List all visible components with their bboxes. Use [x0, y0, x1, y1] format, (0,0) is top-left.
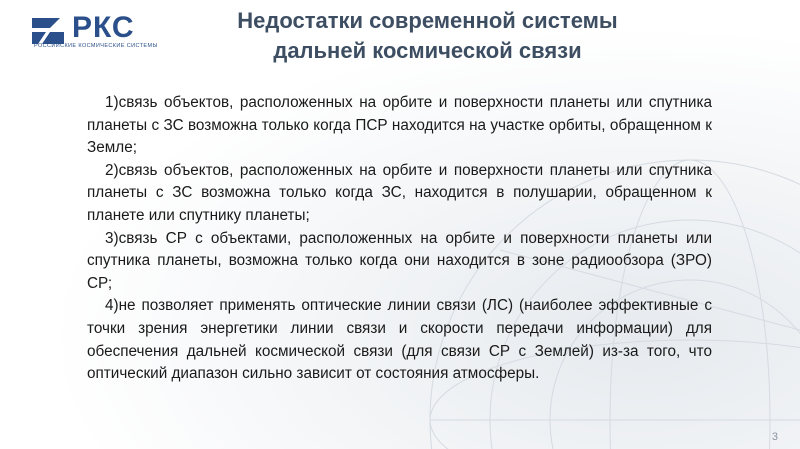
rks-logo — [30, 11, 160, 52]
paragraph-4: 4)не позволяет применять оптические линии связи (ЛС) (наиболее эффективные с точки зрения энергетики линии связи и скорости передачи информации) для обеспечения дальней космической связи (для связи СР с Землей) из-за того, что оптический диапазон сильно зависит от состояния атмосферы. — [87, 297, 712, 383]
paragraph-3: 3)связь СР с объектами, расположенных на орбите и поверхности планеты или спутника планеты, возможна только когда они находится в зоне радиообзора (ЗРО) СР; — [87, 229, 712, 292]
logo-text: РКС — [72, 11, 135, 44]
slide-body — [87, 92, 712, 386]
paragraph-1: 1)связь объектов, расположенных на орбите и поверхности планеты или спутника планеты с ЗС возможна только когда ПСР находится на участке орбиты, обращенном к Земле; — [87, 94, 712, 157]
page-number: 3 — [771, 431, 778, 443]
slide-title: Недостатки современной системы дальней космической связи — [237, 8, 618, 63]
paragraph-2: 2)связь объектов, расположенных на орбите и поверхности планеты или спутника планеты с ЗС возможна только когда ЗС, находится в полушарии, обращенном к планете или спутнику планеты; — [87, 161, 712, 224]
rks-logo-mark-icon — [30, 16, 66, 46]
logo-subtitle: РОССИЙСКИЕ КОСМИЧЕСКИЕ СИСТЕМЫ — [34, 43, 158, 49]
